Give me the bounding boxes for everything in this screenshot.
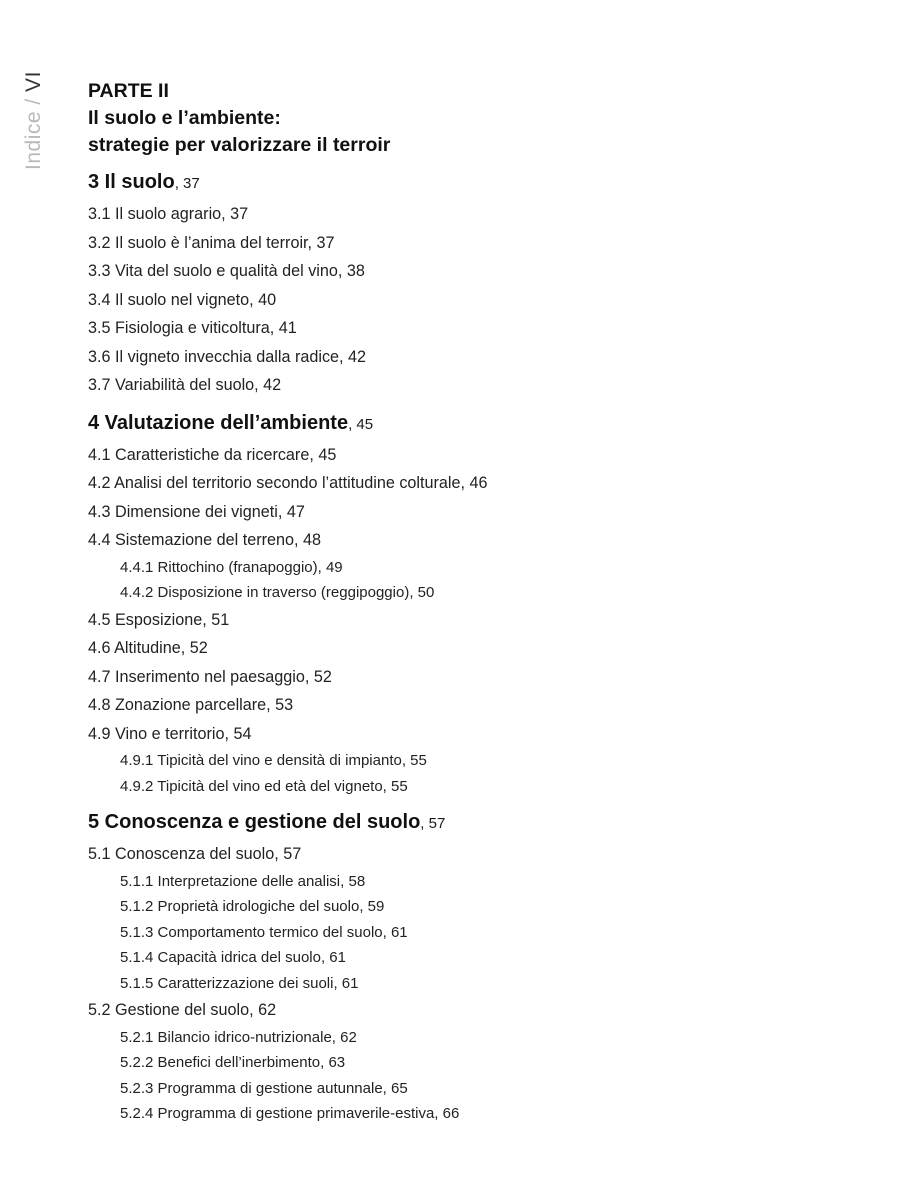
toc-section[interactable]: 3.4 Il suolo nel vigneto, 40 <box>88 290 277 309</box>
toc-section[interactable]: 3.3 Vita del suolo e qualità del vino, 38 <box>88 262 365 280</box>
toc-section[interactable]: 4.6 Altitudine, 52 <box>88 639 208 657</box>
toc-section[interactable]: 4.8 Zonazione parcellare, 53 <box>88 696 294 714</box>
chapter-title: 5 Conoscenza e gestione del suolo <box>88 811 421 833</box>
chapter-title: 3 Il suolo <box>88 171 175 193</box>
toc-subsection[interactable]: 5.1.5 Caratterizzazione dei suoli, 61 <box>120 974 359 992</box>
running-head-separator: / <box>22 91 45 111</box>
part-title-line-1: Il suolo e l’ambiente: <box>88 107 281 129</box>
toc-section[interactable]: 4.9 Vino e territorio, 54 <box>88 724 252 743</box>
part-label: PARTE II <box>88 80 169 102</box>
toc-section[interactable]: 4.2 Analisi del territorio secondo l’attitudine colturale, 46 <box>88 474 488 492</box>
toc-section[interactable]: 3.5 Fisiologia e viticoltura, 41 <box>88 319 297 337</box>
part-title-line-2: strategie per valorizzare il terroir <box>88 134 391 156</box>
toc-section[interactable]: 4.1 Caratteristiche da ricercare, 45 <box>88 445 337 464</box>
toc-section[interactable]: 3.6 Il vigneto invecchia dalla radice, 42 <box>88 347 367 366</box>
toc-subsection[interactable]: 5.2.2 Benefici dell’inerbimento, 63 <box>120 1054 346 1071</box>
toc-section[interactable]: 5.2 Gestione del suolo, 62 <box>88 1001 277 1019</box>
running-head-section: Indice <box>22 110 45 170</box>
chapter-heading[interactable]: 4 Valutazione dell’ambiente, 45 <box>88 411 374 434</box>
toc-section[interactable]: 3.2 Il suolo è l’anima del terroir, 37 <box>88 233 335 252</box>
toc-subsection[interactable]: 5.1.2 Proprietà idrologiche del suolo, 59 <box>120 898 385 915</box>
toc-subsection[interactable]: 4.9.1 Tipicità del vino e densità di impianto, 55 <box>120 752 427 769</box>
chapter-heading[interactable]: 3 Il suolo, 37 <box>88 171 200 193</box>
toc-section[interactable]: 3.7 Variabilità del suolo, 42 <box>88 376 282 394</box>
toc-subsection[interactable]: 4.4.2 Disposizione in traverso (reggipoggio), 50 <box>120 584 435 601</box>
chapter-page: 45 <box>356 415 374 433</box>
toc-section[interactable]: 3.1 Il suolo agrario, 37 <box>88 205 249 223</box>
toc-section[interactable]: 4.7 Inserimento nel paesaggio, 52 <box>88 667 332 686</box>
toc-section[interactable]: 5.1 Conoscenza del suolo, 57 <box>88 845 302 863</box>
toc-section[interactable]: 4.3 Dimensione dei vigneti, 47 <box>88 502 305 521</box>
toc-subsection[interactable]: 5.2.1 Bilancio idrico-nutrizionale, 62 <box>120 1028 357 1046</box>
toc-section[interactable]: 4.4 Sistemazione del terreno, 48 <box>88 531 322 549</box>
toc-subsection[interactable]: 5.2.3 Programma di gestione autunnale, 65 <box>120 1079 408 1097</box>
table-of-contents <box>88 78 868 1127</box>
toc-subsection[interactable]: 5.2.4 Programma di gestione primaverile-estiva, 66 <box>120 1105 460 1122</box>
chapter-title: 4 Valutazione dell’ambiente <box>88 411 349 434</box>
running-head-page-number: VI <box>22 71 45 92</box>
chapter-page: 37 <box>183 175 200 192</box>
chapter-heading[interactable]: 5 Conoscenza e gestione del suolo, 57 <box>88 811 446 833</box>
toc-section[interactable]: 4.5 Esposizione, 51 <box>88 610 230 629</box>
toc-subsection[interactable]: 5.1.4 Capacità idrica del suolo, 61 <box>120 949 346 966</box>
toc-subsection[interactable]: 5.1.3 Comportamento termico del suolo, 61 <box>120 923 408 941</box>
toc-subsection[interactable]: 4.4.1 Rittochino (franapoggio), 49 <box>120 558 343 576</box>
toc-subsection[interactable]: 5.1.1 Interpretazione delle analisi, 58 <box>120 872 366 890</box>
chapter-page: 57 <box>428 815 446 832</box>
toc-subsection[interactable]: 4.9.2 Tipicità del vino ed età del vigneto, 55 <box>120 777 408 795</box>
